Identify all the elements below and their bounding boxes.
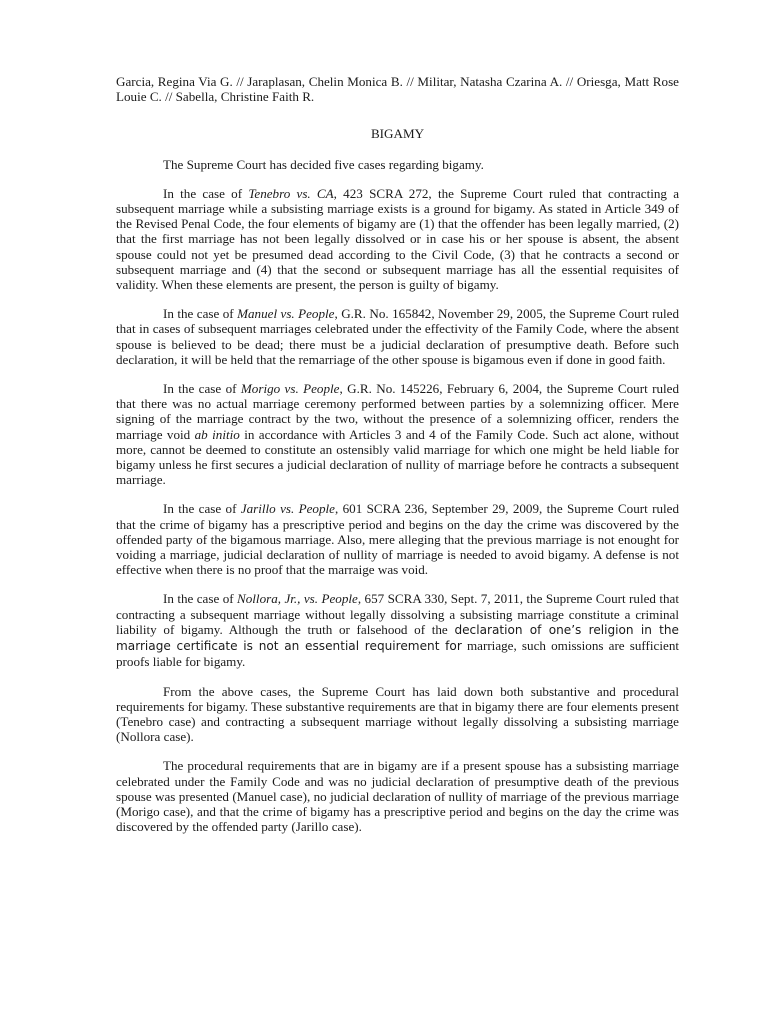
- case-name: Manuel vs. People: [237, 306, 335, 322]
- body-text: , G.R. No. 165842, November 29, 2005, the Supreme Court ruled that in cases of subsequent marriages celebrated under the effectivity of the Family Code, where the absent spouse is believed to be dead; there must be a judicial declaration of presumptive death. Before such declaration, it will be held that the remarriage of the other spouse is bigamous even if done in good faith.: [116, 306, 680, 367]
- document-title: BIGAMY: [370, 126, 425, 142]
- body-text: , 601 SCRA 236, September 29, 2009, the Supreme Court ruled that the crime of bigamy has a prescriptive period and begins on the day the crime was discovered by the offended party of the bigamous marriage. Also, mere alleging that the previous marriage is not enought for voiding a marriage, judicial declaration of nullity of marriage is needed to avoid bigamy. A defense is not effective when there is no proof that the marraige was void.: [116, 501, 680, 578]
- body-text: , 657 SCRA 330, Sept. 7, 2011, the Supreme Court ruled that contracting a subsequent marriage without legally dissolving a subsisting marriage constitute a criminal liability of bigamy. Although the truth or falsehood of the: [116, 591, 679, 637]
- case-name: Nollora, Jr., vs. People: [237, 591, 358, 607]
- case-name: Morigo vs. People: [240, 381, 340, 397]
- tenebro-paragraph: [116, 186, 679, 292]
- lead-text: In the case of: [163, 501, 241, 517]
- manuel-paragraph: [116, 306, 679, 367]
- lead-text: In the case of: [163, 381, 241, 397]
- author-list: Garcia, Regina Via G. // Jaraplasan, Chelin Monica B. // Militar, Natasha Czarina A. // Oriesga, Matt Rose Louie C. // Sabella, Christine Faith R.: [116, 74, 679, 105]
- body-text: marriage, such omissions are sufficient proofs liable for bigamy.: [116, 638, 679, 670]
- intro-paragraph: The Supreme Court has decided five cases regarding bigamy.: [163, 156, 484, 172]
- procedural-paragraph: The procedural requirements that are in bigamy are if a present spouse has a subsisting marriage celebrated under the Family Code and was no judicial declaration of presumptive death of the previous spouse was presented (Manuel case), no judicial declaration of nullity of marriage of the previous marriage (Morigo case), and that the crime of bigamy has a prescriptive period and begins on the day the crime was discovered by the offended party (Jarillo case).: [116, 758, 679, 835]
- body-text: , 423 SCRA 272, the Supreme Court ruled that contracting a subsequent marriage while a subsisting marriage exists is a ground for bigamy. As stated in Article 349 of the Revised Penal Code, the four elements of bigamy are (1) that the offender has been legally married, (2) that the first marriage has not been legally dissolved or in case his or her spouse is absent, the absent spouse could not yet be presumed dead according to the Civil Code, (3) that he contracts a second or subsequent marriage and (4) that the second or subsequent marriage has all the essential requisites of validity. When these elements are present, the person is guilty of bigamy.: [116, 185, 680, 293]
- body-text-sans: declaration of one’s religion in the marriage certificate is not an essential requirement for: [116, 622, 679, 654]
- summary-paragraph: From the above cases, the Supreme Court has laid down both substantive and procedural requirements for bigamy. These substantive requirements are that in bigamy there are four elements present (Tenebro case) and contracting a subsequent marriage without legally dissolving a subsisting marriage (Nollora case).: [116, 683, 679, 745]
- body-text: in accordance with Articles 3 and 4 of the Family Code. Such act alone, without more, cannot be deemed to constitute an ostensibly valid marriage for which one might be held liable for bigamy unless he first secures a judicial declaration of nullity of marriage before he contracts a subsequent marriage.: [116, 426, 679, 488]
- document-page: [116, 74, 679, 834]
- case-name: Tenebro vs. CA: [248, 185, 334, 201]
- latin-term: ab initio: [194, 426, 240, 442]
- body-text: , G.R. No. 145226, February 6, 2004, the Supreme Court ruled that there was no actual marriage ceremony performed between parties by a solemnizing officer. Mere signing of the marriage contract by the two, without the presence of a solemnizing officer, renders the marriage void: [116, 381, 679, 442]
- case-name: Jarillo vs. People: [240, 501, 335, 517]
- lead-text: In the case of: [163, 306, 238, 322]
- lead-text: In the case of: [163, 185, 249, 201]
- lead-text: In the case of: [163, 591, 238, 607]
- jarillo-paragraph: [116, 501, 679, 577]
- nollora-paragraph: [116, 591, 679, 669]
- morigo-paragraph: [116, 381, 679, 487]
